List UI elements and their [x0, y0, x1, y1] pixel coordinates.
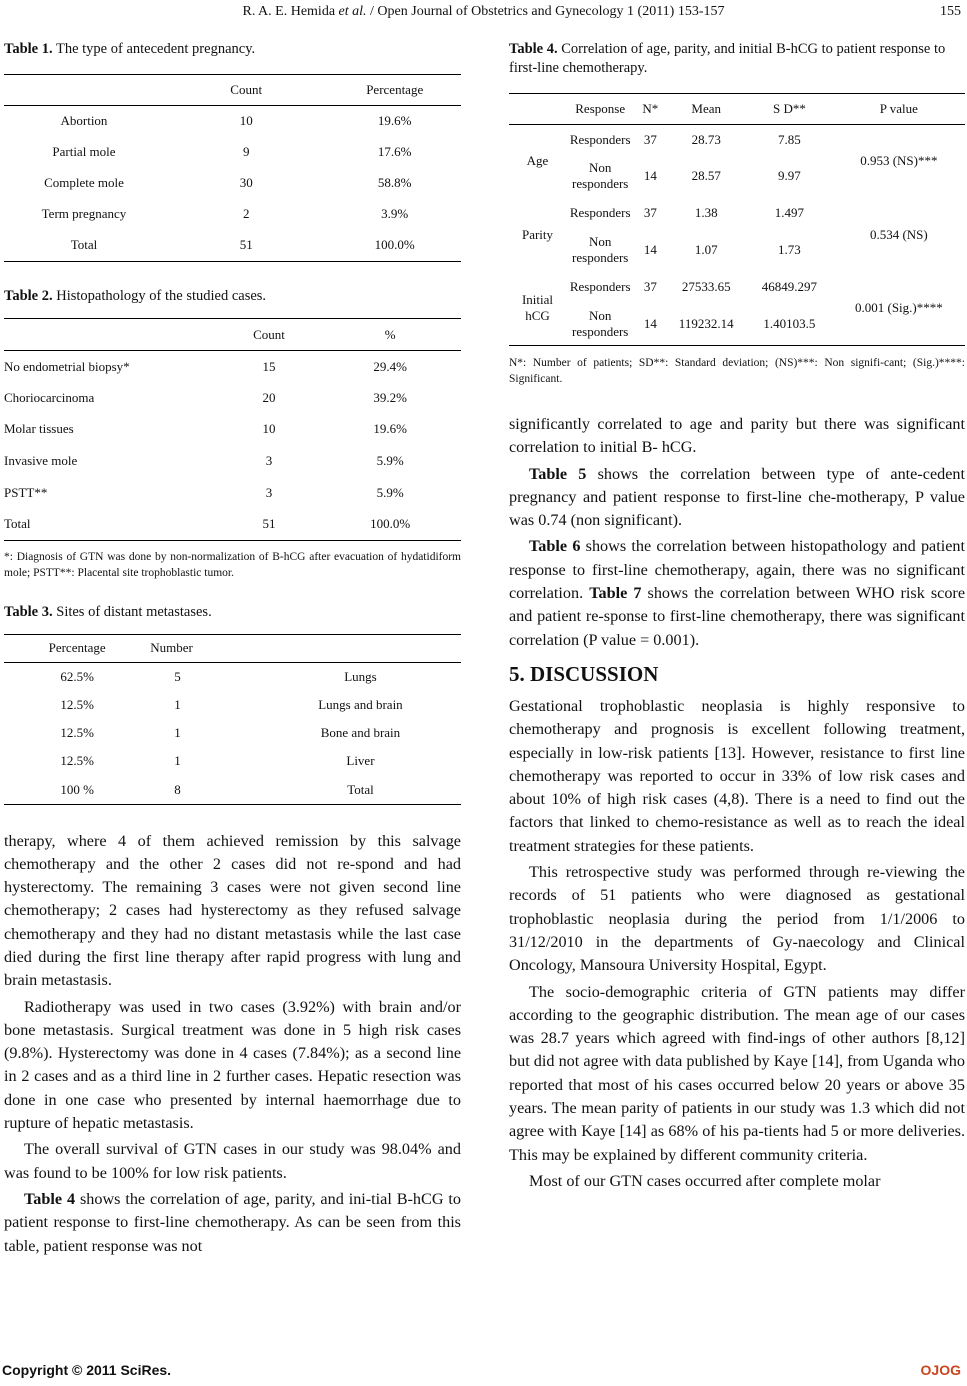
left-body-text: [4, 830, 461, 1258]
paragraph: Radiotherapy was used in two cases (3.92%) with brain and/or bone metastasis. Surgical treatment was done in 5 high risk cases (9.8%). Hysterectomy was done in 4 cases (7.84%); as a second line in 2 cases and as a third line in 2 further cases. Hepatic resection was done in one case who presented by internal haemorrhage due to rupture of hepatic metastasis.: [4, 997, 461, 1133]
table-row: Term pregnancy 2 3.9%: [41, 206, 409, 221]
table1: [4, 74, 461, 262]
page-number: 155: [940, 4, 961, 19]
table-row: Non responders 14 119232.14 1.40103.5: [509, 303, 965, 346]
table-row: 100 % 8 Total: [4, 776, 461, 804]
table1-caption: Table 1. The type of antecedent pregnancy.: [4, 41, 256, 57]
paragraph: The overall survival of GTN cases in our study was 98.04% and was found to be 100% for low risk patients.: [4, 1140, 461, 1182]
right-column: [509, 40, 965, 1193]
table-row: Complete mole 30 58.8%: [44, 175, 412, 190]
table-row: Molar tissues 10 19.6%: [4, 421, 407, 437]
table4: [509, 93, 965, 346]
paragraph: The socio-demographic criteria of GTN patients may differ according to the geographic distribution. The mean age of our cases was 28.7 years which agreed with find-ings of other authors [8,12] but did not agree with data published by Kaye [14], from Uganda who reported that most of his cases occurred below 20 years or above 35 years. The mean parity of patients in our study was 1.3 which did not agree with Kaye [14] as 68% of his pa-tients had 5 or more deliveries. This may be explained by different community criteria.: [509, 982, 965, 1164]
table-row: Partial mole 9 17.6%: [52, 144, 412, 159]
table4-note: N*: Number of patients; SD**: Standard deviation; (NS)***: Non signifi-cant; (Sig.)****: Significant.: [509, 357, 965, 385]
table-header: Count %: [4, 319, 461, 351]
left-column: [4, 40, 461, 1258]
paragraph: significantly correlated to age and parity but there was significant correlation to initial B- hCG.: [509, 415, 965, 457]
paragraph: Most of our GTN cases occurred after complete molar: [529, 1171, 881, 1190]
table-header: Percentage Number: [4, 634, 461, 662]
table-row: Age Responders 37 28.73 7.85 0.953 (NS)***: [526, 131, 938, 169]
running-head: [0, 2, 967, 24]
table-row: Invasive mole 3 5.9%: [4, 453, 404, 469]
table-row: Total 51 100.0%: [4, 508, 461, 540]
table-header: Count Percentage: [4, 75, 461, 106]
table-row: Abortion 10 19.6%: [60, 113, 412, 129]
paragraph: This retrospective study was performed through re-viewing the records of 51 patients who were diagnosed as gestational trophoblastic neoplasia during the period from 1/1/2006 to 31/12/2010 in the departments of Gy-naecology and Clinical Oncology, Mansoura University Hospital, Egypt.: [509, 863, 965, 975]
table-row: Non responders 14 28.57 9.97: [572, 160, 801, 191]
table2: [4, 318, 461, 541]
table3-caption: Table 3. Sites of distant metastases.: [4, 603, 212, 620]
table-row: Total 51 100.0%: [4, 230, 461, 262]
copyright-notice: Copyright © 2011 SciRes.: [2, 1362, 172, 1378]
table-row: 12.5% 1 Lungs and brain: [60, 696, 403, 712]
table-row: Choriocarcinoma 20 39.2%: [4, 389, 407, 405]
table-row: 12.5% 1 Liver: [60, 753, 375, 769]
table4-caption: Table 4. Correlation of age, parity, and initial B-hCG to patient response to first-line chemotherapy.: [509, 41, 946, 76]
table-row: 12.5% 1 Bone and brain: [60, 725, 401, 741]
table2-note: *: Diagnosis of GTN was done by non-normalization of B-hCG after evacuation of hydatidiform mole; PSTT**: Placental site trophoblastic tumor.: [4, 550, 461, 579]
paragraph: Table 4 shows the correlation of age, parity, and ini-tial B-hCG to patient response to first-line chemotherapy. As can be seen from this table, patient response was not: [4, 1189, 461, 1255]
table-header: Response N* Mean S D** P value: [509, 94, 965, 125]
table-row: PSTT** 3 5.9%: [4, 484, 404, 500]
table-row: Parity Responders 37 1.38 1.497 0.534 (NS): [521, 205, 928, 242]
paragraph: Table 5 shows the correlation between type of ante-cedent pregnancy and patient response to first-line che-motherapy, P value was 0.74 (non significant).: [509, 464, 965, 530]
table3: [4, 634, 461, 805]
table2-caption: Table 2. Histopathology of the studied cases.: [4, 288, 267, 304]
paragraph: therapy, where 4 of them achieved remission by this salvage chemotherapy and the other 2 cases did not re-spond and had hysterectomy. The remaining 3 cases were not given second line chemotherapy; 2 cases had hysterectomy as they refused salvage chemotherapy and they had no distant metastasis while the last case died during the first line therapy after rapid progress with lung and brain metastasis.: [4, 831, 461, 990]
table-row: No endometrial biopsy* 15 29.4%: [4, 358, 407, 374]
table-row: Initial hCG Responders 37 27533.65 46849.297 0.001 (Sig.)****: [521, 279, 943, 324]
section-heading: 5. DISCUSSION: [509, 661, 659, 686]
right-body-text: [509, 413, 965, 1193]
table-row: 62.5% 5 Lungs: [60, 668, 377, 684]
table-row: Non responders 14 1.07 1.73: [572, 234, 801, 265]
journal-abbrev: OJOG: [920, 1362, 961, 1378]
running-title: R. A. E. Hemida et al. / Open Journal of Obstetrics and Gynecology 1 (2011) 153-157: [242, 4, 725, 19]
paragraph: Gestational trophoblastic neoplasia is highly responsive to chemotherapy and prognosis is excellent following treatment, especially in low-risk patients [13]. However, resistance to first line chemotherapy was reported to occur in 33% of low risk cases and about 10% of high risk cases (4,8). There is a need to find out the factors that linked to chemo-resistance as well as to reach the ideal treatment strategies for these patients.: [509, 696, 965, 855]
paragraph: Table 6 shows the correlation between histopathology and patient response to first-line chemotherapy, again, there was no significant correlation. Table 7 shows the correlation between WHO risk score and patient re-sponse to first-line chemotherapy, there was significant correlation (P value = 0.001).: [509, 537, 965, 649]
